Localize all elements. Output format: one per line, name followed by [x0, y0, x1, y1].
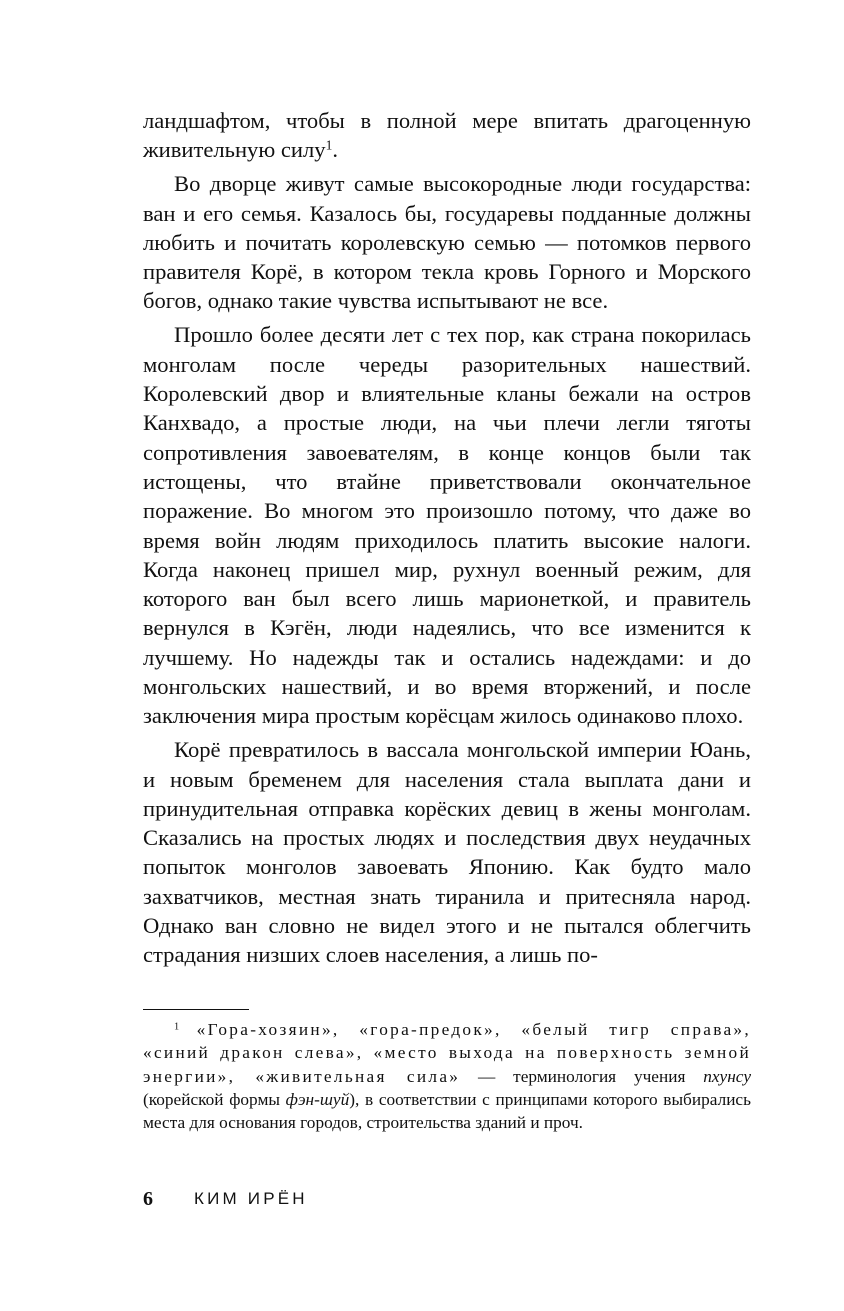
footnote-text-2: (корейской формы: [143, 1089, 286, 1109]
footnote-term-fengshui: фэн-шуй: [285, 1089, 350, 1109]
footnote-text-3: ), в соответствии с принципами которого выбирались места для основания городов, строительства зданий и проч.: [143, 1089, 751, 1133]
paragraph-2: Во дворце живут самые высокородные люди государства: ван и его семья. Казалось бы, государевы подданные должны любить и почитать королевскую семью — потомков первого правителя Корё, в котором текла кровь Горного и Морского богов, однако такие чувства испытывают не все.: [143, 171, 751, 314]
footnote-dash: —: [460, 1066, 514, 1086]
footnote-divider: [143, 1009, 249, 1010]
running-head-author: КИМ ИРЁН: [194, 1189, 308, 1208]
paragraph-3: Прошло более десяти лет с тех пор, как страна покорилась монголам после череды разорительных нашествий. Королевский двор и влиятельные кланы бежали на остров Канхвадо, а простые люди, на чьи плечи легли тяготы сопротивления завоевателям, в конце концов были так истощены, что втайне приветствовали окончательное поражение. Во многом это произошло потому, что даже во время войн людям приходилось платить высокие налоги. Когда наконец пришел мир, рухнул военный режим, для которого ван был всего лишь марионеткой, и правитель вернулся в Кэгён, люди надеялись, что все изменится к лучшему. Но надежды так и остались надеждами: и до монгольских нашествий, и во время вторжений, и после заключения мира простым корёсцам жилось одинаково плохо.: [143, 322, 751, 729]
paragraph-1-text: ландшафтом, чтобы в полной мере впитать драгоценную живительную силу: [143, 108, 751, 163]
paragraph-1-end: .: [332, 137, 338, 163]
footnote-ref-1: 1: [325, 137, 333, 153]
page-number: 6: [143, 1188, 153, 1210]
footnote-text-1: терминология учения: [513, 1066, 704, 1086]
footnote-1: [143, 1018, 751, 1134]
footnote-marker: 1: [174, 1021, 180, 1033]
paragraph-4: Корё превратилось в вассала монгольской империи Юань, и новым бременем для населения стала выплата дани и принудительная отправка корёских девиц в жены монголам. Сказались на простых людях и последствия двух неудачных попыток монголов завоевать Японию. Как будто мало захватчиков, местная знать тиранила и притесняла народ. Однако ван словно не видел этого и не пытался облегчить страдания низших слоев населения, а лишь по-: [143, 737, 751, 968]
main-text: [143, 106, 751, 974]
footnote-term-pkhunsu: пхунсу: [703, 1066, 751, 1086]
paragraph-1: [143, 106, 751, 165]
footnote-terms: «Гора-хозяин», «гора-предок», «белый тигр справа», «синий дракон слева», «место выхода на поверхность земной энергии», «живительная сила»: [143, 1020, 751, 1086]
